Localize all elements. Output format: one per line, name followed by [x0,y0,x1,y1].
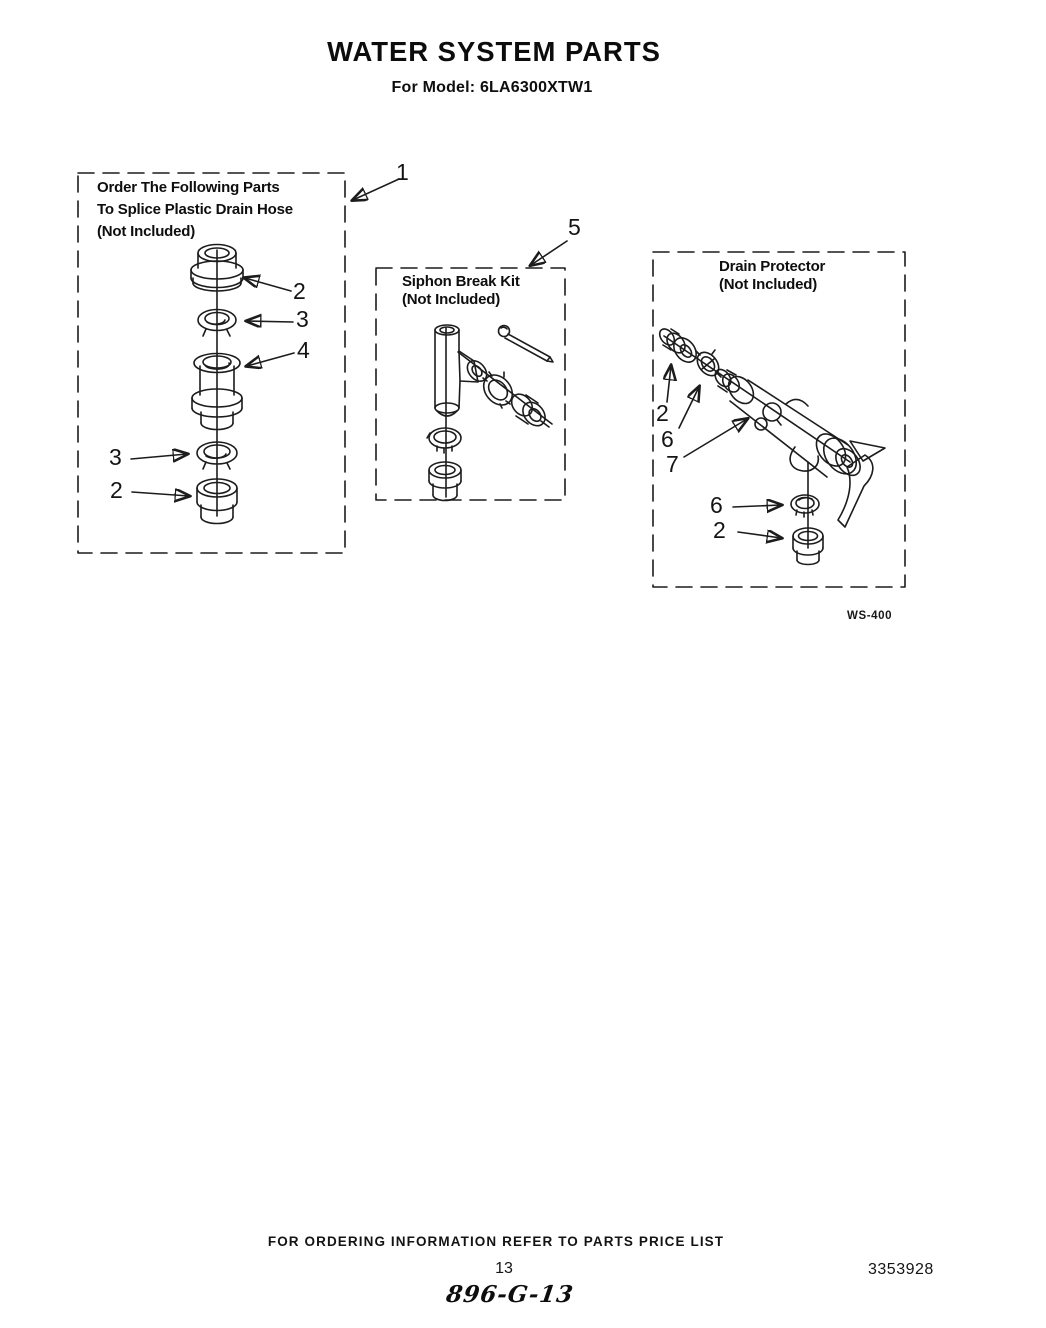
siphon-kit-title-line-2: (Not Included) [402,291,501,308]
callout-7-drain: 7 [666,451,679,477]
callout-2-drain-top: 2 [656,400,669,426]
siphon-coupling-drawing [507,390,549,430]
drain-clamp-top-drawing [693,348,723,380]
diagram-code: WS-400 [847,610,893,622]
arrow-box-5 [531,241,567,265]
arrow-drain-7 [684,419,747,457]
splice-kit-title-line-2: To Splice Plastic Drain Hose [97,201,293,218]
siphon-lower-coupling-drawing [429,462,461,501]
part-list-number: 3353928 [868,1261,934,1278]
callout-3-splice-bottom: 3 [109,444,122,470]
retaining-pin-drawing [499,326,554,363]
drain-protector-title-line-2: (Not Included) [719,276,818,293]
callout-2-drain-bottom: 2 [713,517,726,543]
drain-protector-title-line-1: Drain Protector [719,258,826,275]
callout-4-splice: 4 [297,337,310,363]
callout-6-drain-top: 6 [661,426,674,452]
drain-clamp-bottom-drawing [791,495,819,517]
arrow-splice-3-top [247,321,293,322]
ordering-info-note: FOR ORDERING INFORMATION REFER TO PARTS PRICE LIST [267,1234,725,1249]
arrow-splice-2-top [245,278,291,291]
callout-3-splice-top: 3 [296,306,309,332]
siphon-break-tube-drawing [435,325,491,416]
siphon-lower-clamp-drawing [427,428,461,453]
callout-6-drain-bottom: 6 [710,492,723,518]
drain-protector-box-outline [653,252,905,587]
splice-kit-title-line-1: Order The Following Parts [97,179,280,196]
splice-kit-box-title [97,177,293,243]
arrow-box-1 [353,179,399,200]
page-title: WATER SYSTEM PARTS [327,36,661,67]
siphon-kit-title-line-1: Siphon Break Kit [402,273,520,290]
callout-2-splice-top: 2 [293,278,306,304]
drain-protector-tube-drawing [712,367,885,527]
arrow-drain-2-top [667,366,671,402]
handwritten-note: 896-G-13 [444,1281,576,1308]
siphon-kit-box-title [402,273,520,309]
splice-kit-drawing [191,245,243,524]
callout-5-siphon-box: 5 [568,214,581,240]
page-number: 13 [495,1260,513,1277]
callout-2-splice-bottom: 2 [110,477,123,503]
arrow-drain-6-bottom [733,505,781,507]
callout-1-splice-box: 1 [396,159,409,185]
arrow-splice-2-bottom [132,492,189,496]
splice-kit-title-line-3: (Not Included) [97,223,196,240]
drain-protector-drawing [657,326,885,564]
arrow-drain-2-bottom [738,532,781,538]
siphon-kit-drawing [427,325,553,501]
page-subtitle: For Model: 6LA6300XTW1 [391,79,593,96]
arrow-drain-6-top [679,387,699,428]
arrow-splice-4 [247,353,294,366]
drain-protector-box-title [719,258,825,294]
arrow-splice-3-bottom [131,454,187,459]
